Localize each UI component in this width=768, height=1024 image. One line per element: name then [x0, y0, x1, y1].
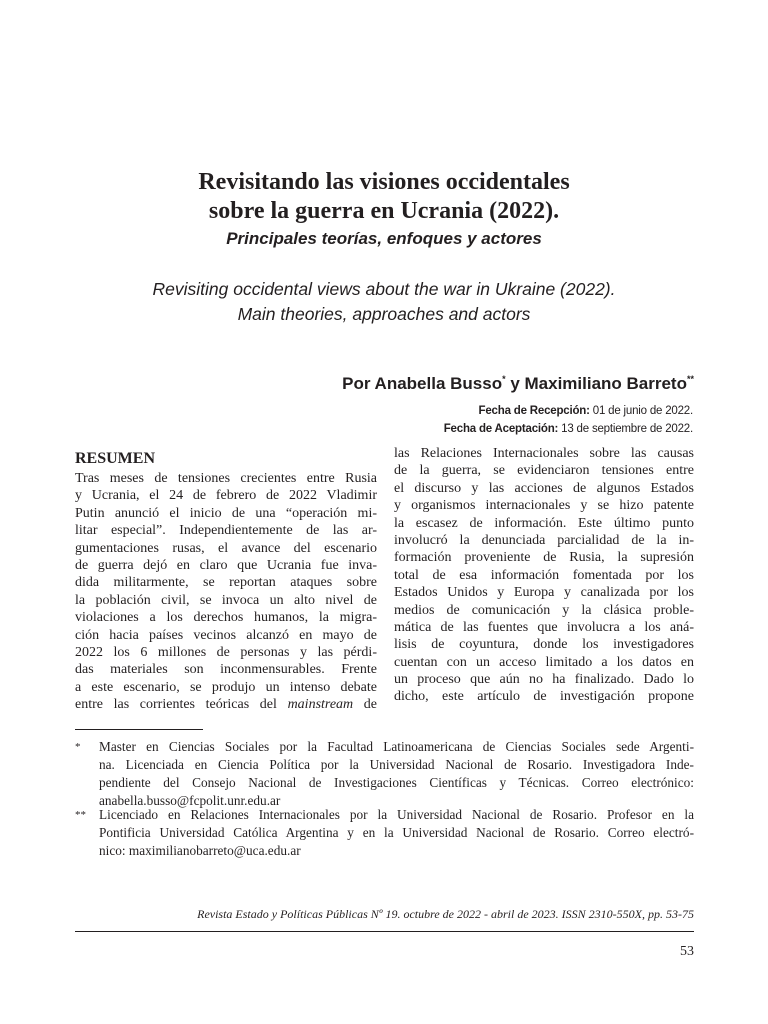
article-title-english: [0, 277, 768, 327]
article-subtitle-spanish: Principales teorías, enfoques y actores: [226, 229, 542, 248]
article-title-spanish: [0, 168, 768, 226]
abstract-text: entre las corrientes teóricas del: [75, 697, 288, 713]
footnote-mark: *: [75, 741, 81, 753]
footnote-line: pendiente del Consejo Nacional de Investigaciones Científicas y Técnicas. Correo electrónico:: [99, 775, 694, 790]
abstract-line: cuentan con un acceso limitado a los datos en: [394, 654, 694, 670]
author-byline: [342, 368, 694, 395]
footnote-email: nico: maximilianobarreto@uca.edu.ar: [99, 843, 301, 858]
author-1: Por Anabella Busso: [342, 374, 503, 393]
english-title-line-1: Revisiting occidental views about the war in Ukraine (2022).: [152, 279, 616, 299]
footnote-mark: **: [75, 809, 86, 821]
abstract-line: y Ucrania, el 24 de febrero de 2022 Vladimir: [75, 488, 377, 504]
title-line-2: sobre la guerra en Ucrania (2022).: [208, 198, 560, 224]
title-line-1: Revisitando las visiones occidentales: [198, 169, 570, 195]
abstract-line: violaciones a los derechos humanos, la migra-: [75, 610, 377, 626]
abstract-line: Putin anunció el inicio de una “operación mi-: [75, 505, 377, 521]
abstract-line: medios de comunicación y la clásica proble-: [394, 602, 694, 618]
abstract-line: das materiales son inconmensurables. Frente: [75, 662, 377, 678]
footer-rule: [75, 931, 694, 932]
footnote-line: Licenciado en Relaciones Internacionales por la Universidad Nacional de Rosario. Profesor en la: [99, 807, 694, 822]
accepted-date: [444, 420, 693, 438]
abstract-text: de: [353, 697, 377, 713]
abstract-line: de guerra dejó en claro que Ucrania fue inva-: [75, 557, 377, 573]
footnote-line: Pontificia Universidad Católica Argentina y en la Universidad Nacional de Rosario. Correo electró-: [99, 825, 694, 840]
abstract-line: de la guerra, se evidenciaron tensiones entre: [394, 463, 694, 479]
abstract-italic-term: mainstream: [287, 697, 354, 713]
journal-citation: Revista Estado y Políticas Públicas Nº 19. octubre de 2022 - abril de 2023. ISSN 2310-550X, pp. 53-75: [197, 907, 694, 921]
abstract-line: ción hacia países vecinos alcanzó en mayo de: [75, 627, 377, 643]
footnote-author-1: [75, 738, 694, 810]
abstract-line: litar especial”. Independientemente de las ar-: [75, 523, 377, 539]
footnote-line: na. Licenciada en Ciencia Política por la Universidad Nacional de Rosario. Investigadora Inde-: [99, 757, 694, 772]
footnote-author-2: [75, 806, 694, 860]
accepted-value: 13 de septiembre de 2022.: [558, 423, 693, 435]
footnote-email: anabella.busso@fcpolit.unr.edu.ar: [99, 793, 281, 808]
page-number: 53: [680, 944, 694, 959]
author-1-footnote-mark: *: [502, 374, 506, 384]
abstract-line: dicho, este artículo de investigación propone: [394, 689, 694, 705]
abstract-line: total de esa información fomentada por los: [394, 567, 694, 583]
abstract-line: mática de las fuentes que involucra a los aná-: [394, 619, 694, 635]
abstract-line: dida militarmente, se reportan ataques sobre: [75, 575, 377, 591]
abstract-line: el discurso y las acciones de algunos Estados: [394, 480, 694, 496]
abstract-line: Estados Unidos y Europa y canalizada por los: [394, 585, 694, 601]
abstract-line: formación proveniente de Rusia, la supresión: [394, 550, 694, 566]
author-2-footnote-mark: **: [686, 374, 694, 384]
abstract-line: gumentaciones rusas, el avance del escenario: [75, 540, 377, 556]
footnote-line: Master en Ciencias Sociales por la Facultad Latinoamericana de Ciencias Sociales sede Argenti-: [99, 739, 694, 754]
abstract-line: las Relaciones Internacionales sobre las causas: [394, 446, 694, 461]
abstract-heading: RESUMEN: [75, 450, 156, 467]
abstract-line: un proceso que aún no ha finalizado. Dado lo: [394, 672, 694, 688]
abstract-line: lisis de coyuntura, donde los investigadores: [394, 637, 694, 653]
abstract-left-column: [75, 470, 377, 713]
abstract-line-last: [75, 696, 377, 713]
received-date: [444, 402, 693, 420]
abstract-line: Tras meses de tensiones crecientes entre Rusia: [75, 471, 377, 486]
abstract-line: la población civil, se invoca un alto nivel de: [75, 592, 377, 608]
received-value: 01 de junio de 2022.: [589, 405, 693, 417]
abstract-line: y organismos internacionales y se hizo patente: [394, 498, 694, 514]
accepted-label: Fecha de Aceptación:: [443, 423, 559, 435]
submission-dates: [444, 402, 693, 438]
abstract-right-column: [394, 445, 694, 706]
footnote-separator: [75, 729, 203, 730]
abstract-line: involucró la denunciada parcialidad de la in-: [394, 532, 694, 548]
abstract-line: 2022 los 6 millones de personas y las pérdi-: [75, 644, 377, 660]
abstract-line: a este escenario, se produjo un intenso debate: [75, 679, 377, 695]
author-2: y Maximiliano Barreto: [505, 374, 687, 393]
english-title-line-2: Main theories, approaches and actors: [237, 304, 531, 324]
abstract-line: la escasez de información. Este último punto: [394, 515, 694, 531]
received-label: Fecha de Recepción:: [478, 405, 590, 417]
